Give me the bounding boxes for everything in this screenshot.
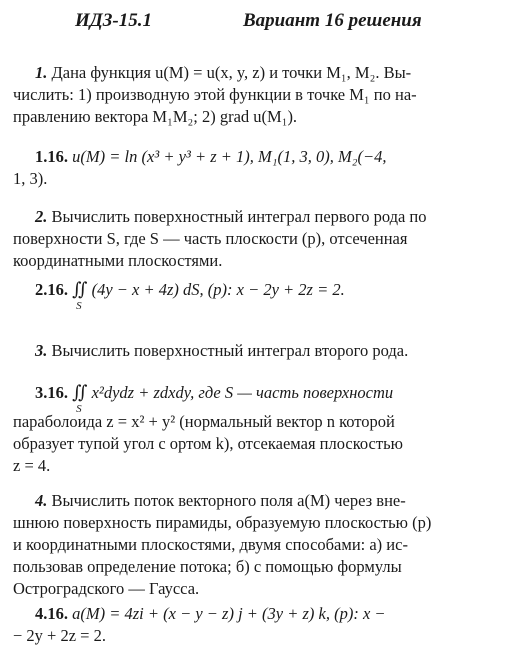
problem-4-number: 4.: [35, 491, 48, 510]
integral-subscript: S: [76, 403, 82, 415]
page-header: [0, 10, 519, 36]
problem-3-number: 3.: [35, 341, 48, 360]
variant-2-number: 2.16.: [35, 280, 68, 299]
variant-1-number: 1.16.: [35, 147, 68, 166]
problem-2-line-2: поверхности S, где S — часть плоскости (p), отсеченная: [13, 229, 408, 248]
problem-4-line-3: и координатными плоскостями, двумя способами: а) ис-: [13, 535, 408, 554]
variant-3-line-2: параболоида z = x² + y² (нормальный вектор n которой: [13, 412, 395, 431]
problem-3: [13, 340, 509, 362]
problem-1-line-3: правлению вектора M₁M₂; 2) grad u(M₁).: [13, 107, 298, 126]
variant-3-line-4: z = 4.: [13, 456, 51, 475]
problem-4-line-5: Остроградского — Гаусса.: [13, 579, 200, 598]
variant-1-line-2: 1, 3).: [13, 169, 48, 188]
variant-1-16: [13, 146, 509, 190]
problem-1-line-2: числить: 1) производную этой функции в точке M₁ по на-: [13, 85, 417, 104]
variant-2-16: [13, 278, 509, 312]
surface-integral-sign: ∬ S: [72, 278, 87, 301]
problem-1: [13, 62, 509, 128]
problem-3-line-1: 3. Вычислить поверхностный интеграл второго рода.: [35, 341, 409, 360]
variant-4-line-1: 4.16. a(M) = 4zi + (x − y − z) j + (3y + z) k, (p): x −: [35, 604, 386, 623]
variant-1-line-1: 1.16. u(M) = ln (x³ + y³ + z + 1), M₁(1, 3, 0), M₂(−4,: [35, 147, 387, 166]
variant-3-16: [13, 381, 509, 477]
header-title: ИДЗ-15.1: [75, 10, 153, 31]
variant-4-number: 4.16.: [35, 604, 68, 623]
variant-4-line-2: − 2y + 2z = 2.: [13, 626, 106, 645]
problem-1-line-1: 1. Дана функция u(M) = u(x, y, z) и точки M₁, M₂. Вы-: [35, 63, 412, 82]
variant-2-line-1: 2.16. ∬ S (4y − x + 4z) dS, (p): x − 2y + 2z = 2.: [13, 278, 509, 301]
variant-3-line-1: 3.16. ∬ S x²dydz + zdxdy, где S — часть поверхности: [13, 381, 509, 411]
problem-2-line-3: координатными плоскостями.: [13, 251, 223, 270]
variant-3-number: 3.16.: [35, 383, 68, 402]
problem-4-line-1: 4. Вычислить поток векторного поля a(M) через вне-: [35, 491, 406, 510]
problem-4: [13, 490, 509, 600]
problem-2: [13, 206, 509, 272]
variant-3-line-3: образует тупой угол с ортом k), отсекаемая плоскостью: [13, 434, 403, 453]
problem-1-number: 1.: [35, 63, 48, 82]
problem-4-line-4: пользовав определение потока; б) с помощью формулы: [13, 557, 402, 576]
integral-subscript: S: [76, 300, 82, 312]
problem-2-number: 2.: [35, 207, 48, 226]
problem-4-line-2: шнюю поверхность пирамиды, образуемую плоскостью (p): [13, 513, 432, 532]
header-variant: Вариант 16 решения: [243, 10, 422, 31]
problem-2-line-1: 2. Вычислить поверхностный интеграл первого рода по: [35, 207, 427, 226]
surface-integral-sign: ∬ S: [72, 381, 87, 404]
variant-4-16: [13, 603, 509, 647]
